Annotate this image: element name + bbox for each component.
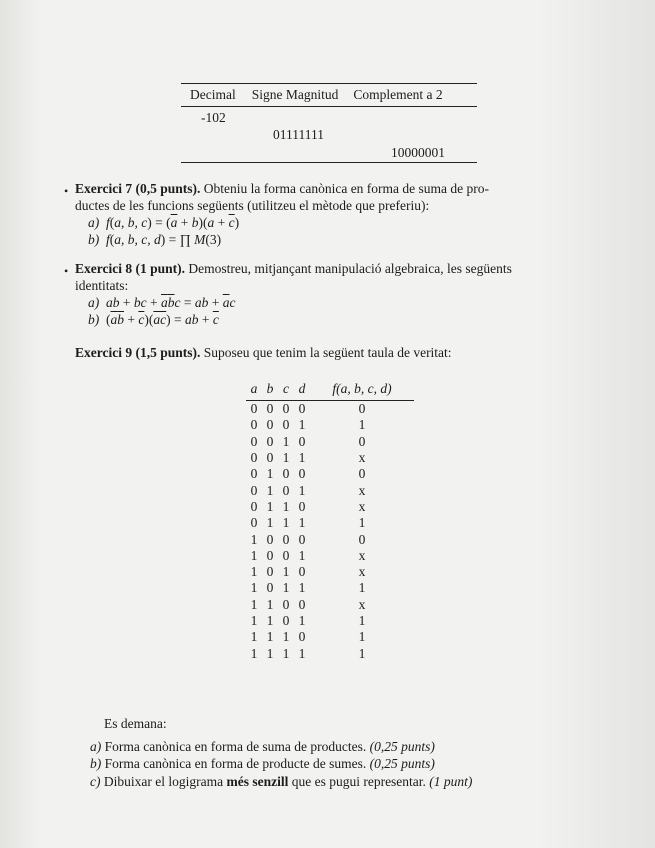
cell-c: 1 bbox=[282, 629, 290, 645]
cell-d: 0 bbox=[298, 401, 306, 417]
truth-table-header bbox=[246, 378, 414, 400]
ex8-a-label: a) bbox=[88, 295, 100, 310]
cell-f: x bbox=[358, 564, 366, 580]
cell-d: 0 bbox=[298, 466, 306, 482]
cell-c: 0 bbox=[282, 531, 290, 547]
demand-b-label: b) bbox=[90, 756, 102, 771]
header-a: a bbox=[250, 381, 258, 396]
cell-f: 0 bbox=[358, 433, 366, 449]
cell-d: 0 bbox=[298, 629, 306, 645]
table-row bbox=[246, 580, 414, 596]
cell-a: 1 bbox=[250, 531, 258, 547]
cell-b: 0 bbox=[266, 450, 274, 466]
cell-a: 0 bbox=[250, 498, 258, 514]
ex8-item-a bbox=[88, 294, 236, 312]
demand-c-label: c) bbox=[90, 774, 101, 789]
cell-d: 1 bbox=[298, 547, 306, 563]
demand-c bbox=[90, 773, 472, 791]
table-row bbox=[246, 417, 414, 433]
header-d: d bbox=[298, 381, 306, 396]
header-decimal: Decimal bbox=[190, 87, 236, 102]
cell-f: 1 bbox=[358, 645, 366, 661]
cell-a: 0 bbox=[250, 401, 258, 417]
cell-c: 0 bbox=[282, 596, 290, 612]
table-row bbox=[246, 401, 414, 417]
cell-b: 1 bbox=[266, 515, 274, 531]
ex7-a-label: a) bbox=[88, 215, 100, 230]
demand-a-label: a) bbox=[90, 739, 102, 754]
table-row bbox=[246, 515, 414, 531]
table-row bbox=[246, 482, 414, 498]
ex7-item-a bbox=[88, 214, 239, 232]
ex7-title: Exercici 7 (0,5 punts). bbox=[75, 181, 201, 196]
cell-f: 1 bbox=[358, 629, 366, 645]
demand-b bbox=[90, 755, 435, 773]
page-shadow bbox=[0, 0, 40, 848]
cell-a: 0 bbox=[250, 417, 258, 433]
ex7-line1 bbox=[75, 180, 489, 198]
ex9-text: Suposeu que tenim la següent taula de veritat: bbox=[203, 345, 452, 360]
table-row bbox=[246, 645, 414, 661]
cell-b: 0 bbox=[266, 417, 274, 433]
cell-c: 0 bbox=[282, 613, 290, 628]
ex7-bullet: • bbox=[64, 184, 69, 198]
cell-c: 0 bbox=[282, 547, 290, 563]
ex9-line bbox=[75, 344, 452, 362]
ex7-text2: ductes de les funcions següents (utilitzeu el mètode que preferiu): bbox=[75, 198, 430, 213]
cell-b: 0 bbox=[266, 531, 274, 547]
cell-a: 0 bbox=[250, 466, 258, 482]
cell-a: 0 bbox=[250, 482, 258, 498]
conversion-table-header bbox=[181, 84, 477, 106]
cell-a: 1 bbox=[250, 580, 258, 596]
cell-d: 1 bbox=[298, 515, 306, 531]
cell-a: 1 bbox=[250, 629, 258, 645]
cell-b: 0 bbox=[266, 564, 274, 580]
cell-f: 0 bbox=[358, 466, 366, 482]
table-row bbox=[246, 531, 414, 547]
conversion-table-body bbox=[181, 107, 477, 162]
cell-a: 1 bbox=[250, 596, 258, 612]
cell-a: 1 bbox=[250, 547, 258, 563]
decimal-value: -102 bbox=[201, 110, 226, 125]
table-row bbox=[246, 629, 414, 645]
cell-b: 0 bbox=[266, 580, 274, 596]
ex7-item-b bbox=[88, 231, 221, 249]
demand-c-text-pre: Dibuixar el logigrama bbox=[103, 774, 224, 789]
table-row bbox=[246, 450, 414, 466]
table-row bbox=[246, 613, 414, 629]
cell-d: 1 bbox=[298, 580, 306, 596]
cell-c: 0 bbox=[282, 401, 290, 417]
cell-c: 1 bbox=[282, 645, 290, 661]
cell-b: 1 bbox=[266, 482, 274, 498]
cell-f: x bbox=[358, 596, 366, 612]
sign-magnitude-value: 01111111 bbox=[273, 127, 324, 142]
cell-c: 1 bbox=[282, 564, 290, 580]
demand-a bbox=[90, 738, 435, 756]
cell-f: x bbox=[358, 482, 366, 498]
cell-b: 1 bbox=[266, 596, 274, 612]
ex8-bullet: • bbox=[64, 264, 69, 278]
header-c: c bbox=[283, 381, 289, 396]
cell-b: 0 bbox=[266, 433, 274, 449]
cell-d: 0 bbox=[298, 564, 306, 580]
table-row bbox=[246, 548, 414, 564]
demand-c-points: (1 punt) bbox=[429, 774, 473, 789]
cell-c: 0 bbox=[282, 482, 290, 498]
cell-c: 1 bbox=[282, 580, 290, 596]
demand-b-text: Forma canònica en forma de producte de sumes. bbox=[104, 756, 367, 771]
ex8-formula-b: $(ab + \overline{c})(ac)$ = ab + $\overline{c}$ bbox=[102, 312, 219, 327]
cell-f: 0 bbox=[358, 401, 366, 417]
ex8-item-b bbox=[88, 311, 219, 329]
cell-f: x bbox=[358, 450, 366, 466]
cell-c: 1 bbox=[282, 498, 290, 514]
cell-f: x bbox=[358, 498, 366, 514]
table-row bbox=[246, 466, 414, 482]
cell-d: 1 bbox=[298, 613, 306, 628]
cell-f: 0 bbox=[358, 531, 366, 547]
ex8-b-label: b) bbox=[88, 312, 100, 327]
header-b: b bbox=[266, 381, 274, 396]
cell-f: x bbox=[358, 547, 366, 563]
cell-a: 1 bbox=[250, 645, 258, 661]
cell-d: 0 bbox=[298, 433, 306, 449]
header-twos-complement: Complement a 2 bbox=[353, 87, 443, 102]
cell-a: 1 bbox=[250, 564, 258, 580]
ex8-formula-a: ab + bc + $\overline{a}\overline{b}c$ = ab + $\overline{a}c$ bbox=[106, 295, 236, 310]
ex8-title: Exercici 8 (1 punt). bbox=[75, 261, 185, 276]
truth-table-body bbox=[246, 401, 414, 662]
cell-a: 1 bbox=[250, 613, 258, 628]
cell-c: 1 bbox=[282, 450, 290, 466]
cell-c: 1 bbox=[282, 515, 290, 531]
bleed-through-shadow bbox=[535, 0, 655, 848]
cell-d: 1 bbox=[298, 482, 306, 498]
cell-a: 0 bbox=[250, 515, 258, 531]
table-row bbox=[246, 434, 414, 450]
cell-b: 1 bbox=[266, 498, 274, 514]
demand-c-text-post: que es pugui representar. bbox=[291, 774, 426, 789]
cell-f: 1 bbox=[358, 417, 366, 433]
header-f: f(a, b, c, d) bbox=[332, 381, 392, 396]
demand-a-text: Forma canònica en forma de suma de productes. bbox=[104, 739, 367, 754]
cell-b: 1 bbox=[266, 629, 274, 645]
conversion-table bbox=[181, 83, 477, 163]
cell-d: 1 bbox=[298, 645, 306, 661]
cell-d: 0 bbox=[298, 498, 306, 514]
cell-a: 0 bbox=[250, 433, 258, 449]
table-row bbox=[246, 499, 414, 515]
cell-b: 1 bbox=[266, 466, 274, 482]
ex7-text1: Obteniu la forma canònica en forma de suma de pro- bbox=[203, 181, 490, 196]
truth-table bbox=[246, 378, 414, 662]
cell-b: 1 bbox=[266, 645, 274, 661]
cell-f: 1 bbox=[358, 515, 366, 531]
cell-b: 0 bbox=[266, 547, 274, 563]
demand-a-points: (0,25 punts) bbox=[369, 739, 435, 754]
ex9-title: Exercici 9 (1,5 punts). bbox=[75, 345, 201, 360]
cell-c: 1 bbox=[282, 433, 290, 449]
cell-a: 0 bbox=[250, 450, 258, 466]
cell-d: 0 bbox=[298, 531, 306, 547]
ex8-line1 bbox=[75, 260, 512, 278]
table-row bbox=[246, 597, 414, 613]
cell-d: 1 bbox=[298, 417, 306, 433]
cell-d: 0 bbox=[298, 596, 306, 612]
cell-c: 0 bbox=[282, 417, 290, 433]
table-row bbox=[246, 564, 414, 580]
cell-b: 1 bbox=[266, 613, 274, 628]
ex8-text1: Demostreu, mitjançant manipulació algebraica, les següents bbox=[188, 261, 512, 276]
cell-d: 1 bbox=[298, 450, 306, 466]
ex7-formula-a: f(a, b, $c) = (\overline{a} + b)(a + \overline{c})$ bbox=[106, 215, 240, 230]
ex7-formula-b: f(a, b, c, d) = ∏ M(3) bbox=[106, 232, 222, 247]
twos-complement-value: 10000001 bbox=[391, 145, 445, 160]
header-sign-magnitude: Signe Magnitud bbox=[251, 87, 339, 102]
demand-b-points: (0,25 punts) bbox=[369, 756, 435, 771]
demands-title: Es demana: bbox=[104, 716, 167, 731]
ex7-b-label: b) bbox=[88, 232, 100, 247]
cell-f: 1 bbox=[358, 580, 366, 596]
demand-c-bold: més senzill bbox=[226, 774, 289, 789]
ex8-text2: identitats: bbox=[75, 278, 129, 293]
cell-b: 0 bbox=[266, 401, 274, 417]
cell-f: 1 bbox=[358, 613, 366, 628]
cell-c: 0 bbox=[282, 466, 290, 482]
